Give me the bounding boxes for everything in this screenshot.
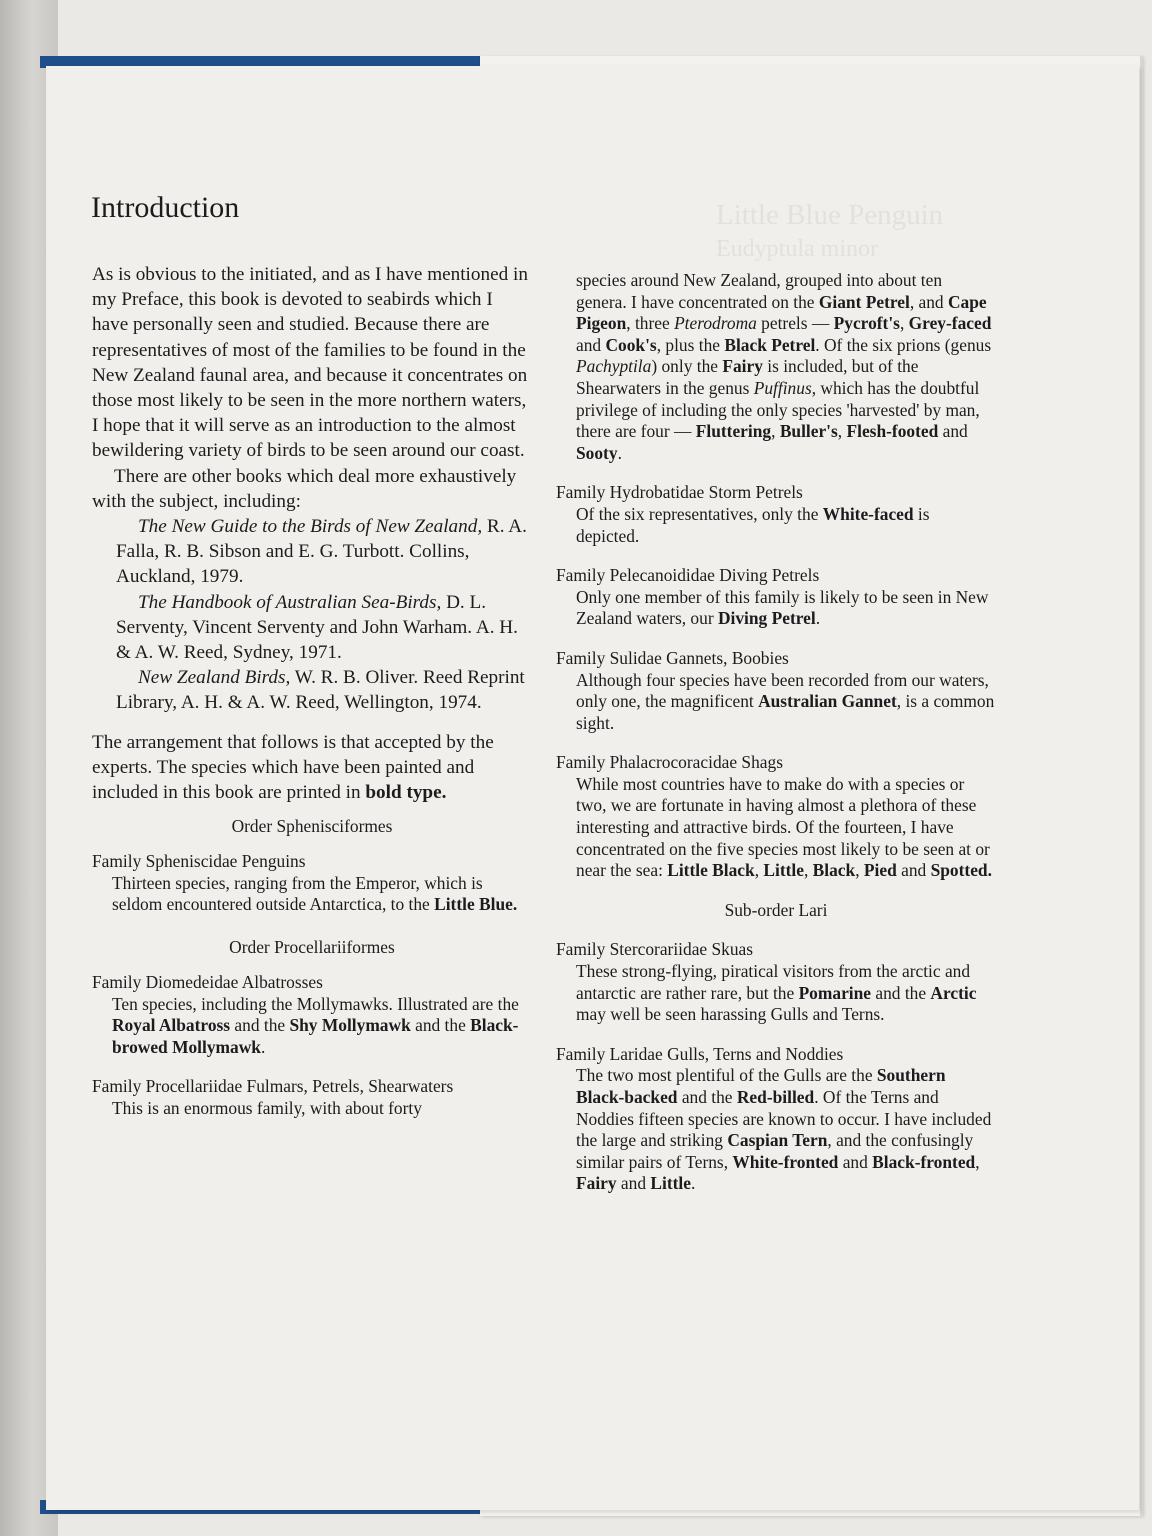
ghost-line: Little Blue Penguin [716,199,944,231]
page-title: Introduction [91,191,240,224]
bold-type-label: bold type. [365,782,447,804]
family-title: Family Diomedeidae Albatrosses [92,972,323,993]
family-description: Thirteen species, ranging from the Emperor, which is seldom encountered outside Antarctica, to the Little Blue. [112,872,518,915]
intro-paragraph: As is obvious to the initiated, and as I have mentioned in my Preface, this book is devoted to seabirds which I have personally seen and studied. Because there are representatives of most of the families to be found in the New Zealand faunal area, and because it concentrates on those most likely to be seen in the more northern waters, I hope that it will serve as an introduction to the almost bewildering variety of birds to be seen around our coast. [92,264,528,462]
family-description: The two most plentiful of the Gulls are the Southern Black-backed and the Red-billed. Of the Terns and Noddies fifteen species are known to occur. I have included the large and striking Caspian Tern, and the confusingly similar pairs of Terns, White-fronted and Black-fronted, Fairy and Little. [576,1065,992,1194]
family-description: This is an enormous family, with about forty [112,1098,422,1119]
family-title: Family Pelecanoididae Diving Petrels [556,565,820,586]
family-entry [556,939,996,1025]
family-entry [556,1044,996,1195]
show-through-text [716,198,1016,266]
arrangement-paragraph [92,730,532,806]
family-description: Only one member of this family is likely to be seen in New Zealand waters, our Diving Petrel. [576,586,989,629]
family-description: species around New Zealand, grouped into about ten genera. I have concentrated on the Giant Petrel, and Cape Pigeon, three Pterodroma petrels — Pycroft's, Grey-faced and Cook's, plus the Black Petrel. Of the six prions (genus Pachyptila) only the Fairy is included, but of the Shearwaters in the genus Puffinus, which has the doubtful privilege of including the only species 'harvested' by man, there are four — Fluttering, Buller's, Flesh-footed and Sooty. [576,270,992,463]
reference-item [92,590,532,666]
reference-item [92,665,532,715]
family-title: Family Phalacrocoracidae Shags [556,752,783,773]
books-intro-paragraph: There are other books which deal more exhaustively with the subject, including: [92,465,517,512]
reference-details: W. R. B. Oliver. Reed Reprint Library, A. H. & A. W. Reed, Wellington, 1974. [116,667,525,714]
family-title: Family Procellariidae Fulmars, Petrels, Shearwaters [92,1076,454,1097]
family-entry [556,482,996,547]
family-title: Family Stercorariidae Skuas [556,939,754,960]
ghost-line: Eudyptula minor [716,236,878,262]
family-entry [556,648,996,734]
left-column [92,262,532,1120]
family-entry [92,1076,532,1119]
right-column [556,270,996,1195]
family-description: Of the six representatives, only the White-faced is depicted. [576,503,930,546]
suborder-heading: Sub-order Lari [724,899,828,920]
reference-title: The New Guide to the Birds of New Zealand, [138,516,483,538]
family-description: Ten species, including the Mollymawks. Illustrated are the Royal Albatross and the Shy Mollymawk and the Black-browed Mollymawk. [112,993,519,1057]
family-entry [556,752,996,882]
reference-title: The Handbook of Australian Sea-Birds, [138,591,442,613]
order-heading: Order Sphenisciformes [231,816,393,837]
family-title: Family Spheniscidae Penguins [92,851,306,872]
reference-title: New Zealand Birds, [138,667,291,689]
family-title: Family Laridae Gulls, Terns and Noddies [556,1043,844,1064]
family-description: While most countries have to make do with a species or two, we are fortunate in having almost a plethora of these interesting and attractive birds. Of the fourteen, I have concentrated on the five species most likely to be seen at or near the sea: Little Black, Little, Black, Pied and Spotted. [576,773,992,881]
family-entry [92,851,532,916]
reference-item [92,514,532,590]
reference-details: R. A. Falla, R. B. Sibson and E. G. Turbott. Collins, Auckland, 1979. [116,516,527,588]
family-continuation [556,270,996,464]
reference-details: D. L. Serventy, Vincent Serventy and John Warham. A. H. & A. W. Reed, Sydney, 1971. [116,591,518,664]
family-entry [556,565,996,630]
order-heading: Order Procellariiformes [229,937,395,958]
family-title: Family Sulidae Gannets, Boobies [556,647,789,668]
family-description: These strong-flying, piratical visitors from the arctic and antarctic are rather rare, but the Pomarine and the Arctic may well be seen harassing Gulls and Terns. [576,961,977,1025]
family-title: Family Hydrobatidae Storm Petrels [556,482,803,503]
family-description: Although four species have been recorded from our waters, only one, the magnificent Australian Gannet, is a common sight. [576,669,995,733]
family-entry [92,972,532,1058]
arrangement-text: The arrangement that follows is that accepted by the experts. The species which have been painted and included in this book are printed in [92,731,494,804]
